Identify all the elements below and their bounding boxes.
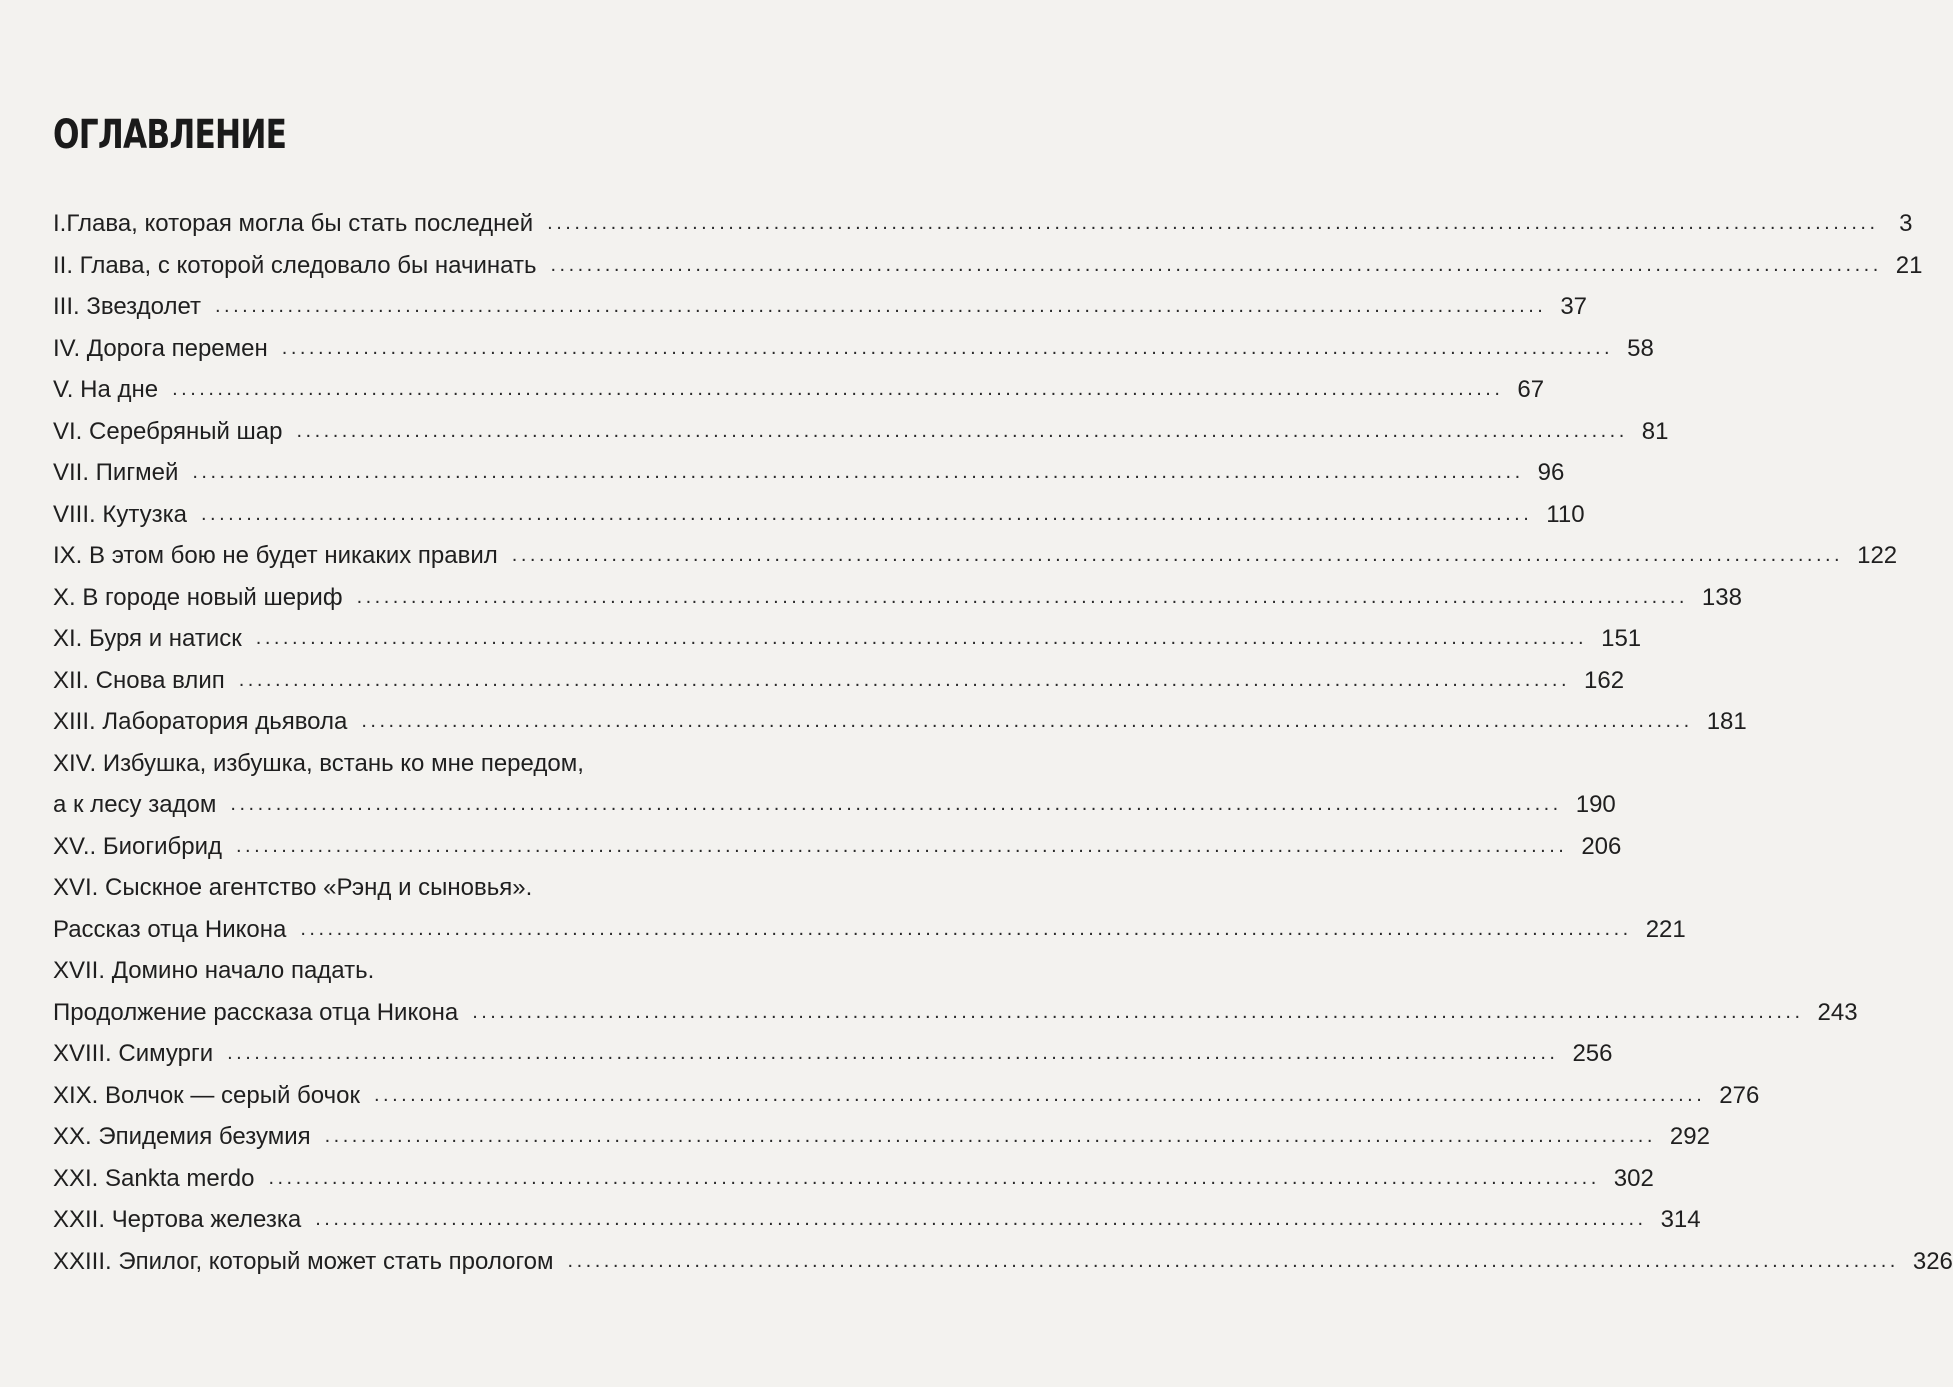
dot-leader: ................................................................................................................................................... — [192, 461, 1524, 483]
toc-entry-page: 21 — [1895, 251, 1923, 279]
dot-leader: ................................................................................................................................................... — [214, 295, 1547, 317]
toc-entry — [53, 494, 1585, 536]
dot-leader: ................................................................................................................................................... — [281, 336, 1614, 359]
dot-leader: ................................................................................................................................................... — [361, 710, 1693, 732]
toc-entry-title: XX. Эпидемия безумия — [53, 1123, 311, 1150]
toc-entry-title: XIX. Волчок — серый бочок — [53, 1081, 360, 1109]
toc-entry — [53, 1241, 1953, 1283]
toc-entry — [53, 826, 1622, 868]
dot-leader: ................................................................................................................................................... — [373, 1083, 1706, 1106]
dot-leader: ................................................................................................................................................... — [238, 668, 1571, 691]
toc-entry-page: 190 — [1575, 791, 1616, 818]
toc-entry — [53, 203, 1913, 245]
toc-entry-page: 314 — [1660, 1206, 1701, 1233]
toc-entry — [53, 577, 1742, 619]
toc-entry — [53, 784, 1616, 826]
toc-entry — [53, 1116, 1710, 1158]
dot-leader: ................................................................................................................................................... — [296, 419, 1628, 442]
toc-entry-title: XIV. Избушка, избушка, встань ко мне передом, — [53, 749, 584, 777]
toc-entry — [53, 867, 840, 909]
toc-entry-title: I.Глава, которая могла бы стать последней — [53, 210, 534, 237]
toc-entry-page: 326 — [1912, 1247, 1953, 1275]
toc-entry — [53, 743, 840, 785]
toc-entry-title: а к лесу задом — [53, 791, 217, 818]
toc-entry-page: 37 — [1560, 293, 1588, 320]
toc-entry-title: XVI. Сыскное агентство «Рэнд и сыновья». — [53, 874, 533, 901]
toc-entry — [53, 286, 1588, 328]
toc-entry-page: 122 — [1857, 542, 1898, 569]
dot-leader: ................................................................................................................................................... — [300, 917, 1632, 940]
dot-leader: ................................................................................................................................................... — [547, 212, 1879, 234]
toc-entry-page: 162 — [1584, 666, 1625, 694]
page-title: ОГЛАВЛЕНИЕ — [53, 112, 287, 158]
toc-entry-page: 138 — [1701, 583, 1742, 611]
toc-entry — [53, 950, 840, 992]
dot-leader: ................................................................................................................................................... — [472, 1000, 1804, 1023]
dot-leader: ................................................................................................................................................... — [230, 793, 1562, 815]
toc-entry-title: XXI. Sankta merdo — [53, 1164, 255, 1192]
toc-entry-title: XII. Снова влип — [53, 666, 225, 694]
toc-entry-title: XXII. Чертова железка — [53, 1206, 302, 1233]
dot-leader: ................................................................................................................................................... — [567, 1249, 1899, 1272]
toc-entry — [53, 245, 1923, 287]
dot-leader: ................................................................................................................................................... — [268, 1166, 1600, 1189]
toc-entry-page: 96 — [1537, 459, 1565, 486]
dot-leader: ................................................................................................................................................... — [200, 502, 1533, 525]
toc-entry-page: 302 — [1613, 1164, 1654, 1192]
toc-entry — [53, 618, 1642, 660]
toc-entry — [53, 701, 1747, 743]
toc-entry-title: Продолжение рассказа отца Никона — [53, 998, 459, 1026]
toc-entry-page: 67 — [1517, 376, 1545, 403]
toc-entry — [53, 1075, 1760, 1117]
toc-entry-title: X. В городе новый шериф — [53, 583, 343, 611]
toc-entry — [53, 992, 1858, 1034]
toc-entry-title: XVII. Домино начало падать. — [53, 957, 375, 984]
dot-leader: ................................................................................................................................................... — [172, 378, 1504, 400]
dot-leader: ................................................................................................................................................... — [235, 834, 1568, 857]
dot-leader: ................................................................................................................................................... — [511, 544, 1844, 566]
toc-entry-page: 81 — [1641, 417, 1669, 445]
dot-leader: ................................................................................................................................................... — [255, 627, 1588, 649]
toc-entry — [53, 535, 1898, 577]
toc-entry — [53, 369, 1545, 411]
toc-entry-title: XIII. Лаборатория дьявола — [53, 708, 348, 735]
toc-entry-title: IV. Дорога перемен — [53, 334, 268, 362]
toc-entry-page: 58 — [1627, 334, 1654, 362]
toc-entry-title: V. На дне — [53, 376, 159, 403]
toc-entry-title: XI. Буря и натиск — [53, 625, 242, 652]
dot-leader: ................................................................................................................................................... — [550, 253, 1882, 276]
toc-entry — [53, 328, 1654, 370]
toc-entry-page: 3 — [1899, 210, 1913, 237]
toc-entry — [53, 1158, 1654, 1200]
toc-entry-page: 292 — [1669, 1123, 1710, 1150]
toc-entry-title: VI. Серебряный шар — [53, 417, 283, 445]
toc-entry — [53, 452, 1565, 494]
toc-entry-page: 256 — [1572, 1040, 1613, 1067]
dot-leader: ................................................................................................................................................... — [315, 1208, 1647, 1230]
toc-entry-title: III. Звездолет — [53, 293, 201, 320]
toc-entry — [53, 1199, 1701, 1241]
toc-entry — [53, 411, 1669, 453]
toc-entry-title: VIII. Кутузка — [53, 500, 187, 528]
table-of-contents — [53, 203, 1953, 1282]
toc-entry-title: XXIII. Эпилог, который может стать прологом — [53, 1247, 554, 1275]
toc-entry-page: 243 — [1817, 998, 1858, 1026]
dot-leader: ................................................................................................................................................... — [227, 1042, 1559, 1064]
toc-entry-page: 151 — [1601, 625, 1642, 652]
dot-leader: ................................................................................................................................................... — [356, 585, 1688, 608]
dot-leader: ................................................................................................................................................... — [324, 1125, 1656, 1147]
toc-entry-page: 276 — [1719, 1081, 1760, 1109]
toc-entry-title: IX. В этом бою не будет никаких правил — [53, 542, 498, 569]
toc-entry-title: VII. Пигмей — [53, 459, 179, 486]
toc-entry-title: Рассказ отца Никона — [53, 915, 287, 943]
toc-entry — [53, 1033, 1613, 1075]
toc-entry-title: XV.. Биогибрид — [53, 832, 222, 860]
toc-entry-page: 221 — [1645, 915, 1686, 943]
bleed-through-text — [300, 20, 680, 112]
toc-entry-title: II. Глава, с которой следовало бы начинать — [53, 251, 537, 279]
toc-entry-page: 110 — [1546, 500, 1585, 528]
toc-entry — [53, 909, 1686, 951]
toc-entry-page: 181 — [1706, 708, 1747, 735]
toc-entry-page: 206 — [1581, 832, 1622, 860]
toc-entry-title: XVIII. Симурги — [53, 1040, 214, 1067]
toc-entry — [53, 660, 1625, 702]
